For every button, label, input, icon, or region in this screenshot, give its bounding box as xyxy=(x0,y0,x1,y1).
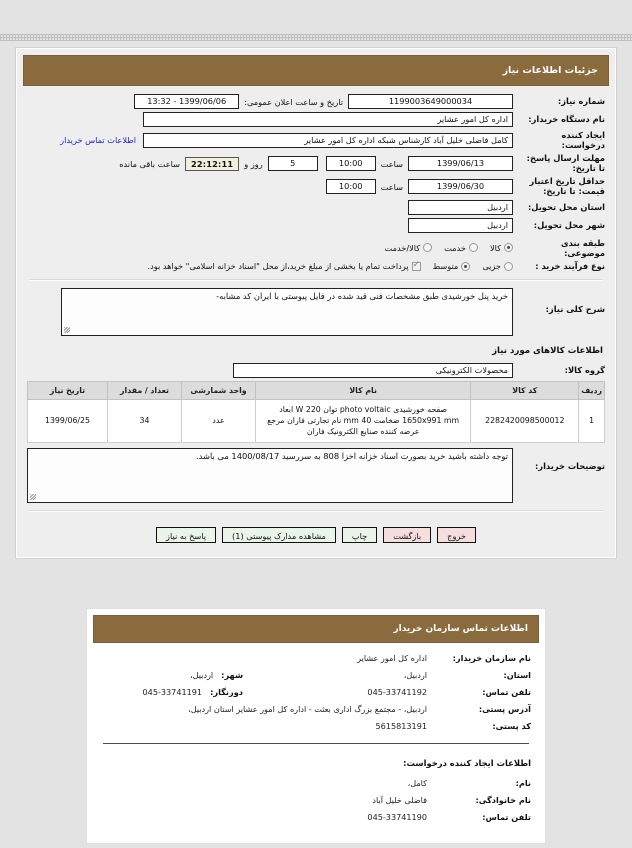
contact-row-phone-fax xyxy=(101,687,531,697)
radio-category-kala-khedmat[interactable] xyxy=(385,243,433,253)
buyer-contact-link[interactable]: اطلاعات تماس خریدار xyxy=(60,135,136,146)
description-label: شرح کلی نیاز: xyxy=(545,303,605,314)
radio-category-khedmat[interactable] xyxy=(444,243,478,253)
description-textarea[interactable]: خرید پنل خورشیدی طبق مشخصات فنی قید شده در فایل پیوستی با ایران کد مشابه- xyxy=(61,288,513,336)
cell-unit: عدد xyxy=(182,399,256,442)
process-label: نوع فرآیند خرید : xyxy=(535,261,605,272)
buyer-org-field[interactable]: اداره کل امور عشایر xyxy=(143,112,513,127)
goods-table xyxy=(27,381,605,443)
province-field[interactable]: اردبیل xyxy=(408,200,513,215)
announce-label: تاریخ و ساعت اعلان عمومی: xyxy=(244,96,343,107)
announce-date-field[interactable]: 1399/06/06 - 13:32 xyxy=(134,94,239,109)
validity-hour-label: ساعت xyxy=(380,181,403,192)
contact-row-province-city xyxy=(101,670,531,680)
radio-label: کالا/خدمت xyxy=(384,242,421,253)
creator-row-last-name xyxy=(101,795,531,805)
row-deadline xyxy=(27,154,605,174)
print-button[interactable]: چاپ xyxy=(342,527,377,543)
validity-time-field[interactable]: 10:00 xyxy=(326,179,376,194)
contact-province-label: استان: xyxy=(503,670,531,680)
checkbox-icon-checked xyxy=(412,262,421,271)
deadline-date-field[interactable]: 1399/06/13 xyxy=(408,156,513,171)
radio-icon-selected xyxy=(504,243,513,252)
contact-fax-label: دورنگار: xyxy=(210,687,243,697)
row-province xyxy=(27,200,605,215)
contact-body xyxy=(93,643,539,837)
radio-icon-selected xyxy=(461,262,470,271)
row-city xyxy=(27,218,605,233)
notes-label: توضیحات خریدار: xyxy=(534,460,605,471)
col-date: تاریخ نیاز xyxy=(28,381,108,399)
creator-label: ایجاد کننده درخواست: xyxy=(561,130,605,151)
days-suffix-label: روز و xyxy=(244,158,263,169)
radio-icon xyxy=(423,243,432,252)
last-name-value: فاضلی خلیل آباد xyxy=(372,795,427,805)
row-buyer-notes xyxy=(27,448,605,503)
need-details-panel xyxy=(16,48,616,558)
row-category xyxy=(27,238,605,259)
contact-panel-title: اطلاعات تماس سازمان خریدار xyxy=(93,615,539,643)
group-label: گروه کالا: xyxy=(564,364,605,375)
deadline-time-field[interactable]: 10:00 xyxy=(326,156,376,171)
table-row xyxy=(28,399,605,442)
cell-code: 2282420098500012 xyxy=(471,399,579,442)
first-name-label: نام: xyxy=(515,778,531,788)
col-quantity: تعداد / مقدار xyxy=(108,381,182,399)
radio-icon xyxy=(504,262,513,271)
org-label: نام سازمان خریدار: xyxy=(452,653,531,663)
col-code: کد کالا xyxy=(471,381,579,399)
creator-phone-value: 045-33741190 xyxy=(367,812,427,822)
radio-label: جزیی xyxy=(482,261,501,272)
goods-section-title: اطلاعات کالاهای مورد نیاز xyxy=(492,345,603,356)
creator-phone-label: تلفن تماس: xyxy=(482,812,531,822)
radio-label: خدمت xyxy=(444,242,466,253)
validity-date-field[interactable]: 1399/06/30 xyxy=(408,179,513,194)
row-need-number xyxy=(27,94,605,109)
contact-city-label: شهر: xyxy=(221,670,243,680)
respond-to-need-button[interactable]: پاسخ به نیاز xyxy=(156,527,216,543)
dotted-separator xyxy=(0,34,632,41)
checkbox-treasury-bonds[interactable] xyxy=(147,261,420,271)
creator-row-first-name xyxy=(101,778,531,788)
radio-label: متوسط xyxy=(432,261,459,272)
countdown-timer: 22:12:11 xyxy=(185,157,239,171)
contact-phone-value: 045-33741192 xyxy=(367,687,427,697)
table-header-row xyxy=(28,381,605,399)
back-button[interactable]: بازگشت xyxy=(383,527,431,543)
checkbox-label: پرداخت تمام یا بخشی از مبلغ خرید،از محل "اسناد خزانه اسلامی" خواهد بود. xyxy=(147,261,409,272)
city-label: شهر محل تحویل: xyxy=(533,219,605,230)
city-field[interactable]: اردبیل xyxy=(408,218,513,233)
divider-2 xyxy=(29,510,603,512)
cell-quantity: 34 xyxy=(108,399,182,442)
radio-process-motevaset[interactable] xyxy=(433,261,471,271)
need-form xyxy=(23,86,609,551)
row-process-type xyxy=(27,261,605,271)
creator-field[interactable]: کامل فاضلی خلیل آباد کارشناس شبکه اداره کل امور عشایر xyxy=(143,133,513,148)
contact-row-postal xyxy=(101,721,531,731)
row-price-validity xyxy=(27,177,605,197)
notes-textarea[interactable]: توجه داشته باشید خرید بصورت اسناد خزانه اخزا 808 به سررسید 1400/08/17 می باشد. xyxy=(27,448,513,503)
postal-label: کد پستی: xyxy=(492,721,531,731)
creator-row-phone xyxy=(101,812,531,822)
row-description xyxy=(27,288,605,336)
category-label: طبقه بندی موضوعی: xyxy=(561,237,605,258)
buyer-contact-panel xyxy=(86,608,546,844)
exit-button[interactable]: خروج xyxy=(437,527,476,543)
buyer-org-label: نام دستگاه خریدار: xyxy=(528,114,605,125)
remaining-days-field: 5 xyxy=(268,156,318,171)
radio-process-jozei[interactable] xyxy=(482,261,513,271)
row-goods-group xyxy=(27,363,605,378)
need-number-label: شماره نیاز: xyxy=(557,96,605,107)
creator-section-title: اطلاعات ایجاد کننده درخواست: xyxy=(403,758,531,768)
row-creator xyxy=(27,130,605,151)
cell-index: 1 xyxy=(579,399,605,442)
radio-label: کالا xyxy=(489,242,501,253)
last-name-label: نام خانوادگی: xyxy=(475,795,531,805)
province-label: استان محل تحویل: xyxy=(527,201,605,212)
cell-name: صفحه خورشیدی photo voltaic توان 220 W ابعاد 1650x991 mm ضخامت 40 mm نام تجارتی فاران مرجع عرضه کننده صنایع الکترونیک فاران xyxy=(256,399,471,442)
col-name: نام کالا xyxy=(256,381,471,399)
need-number-field[interactable]: 1199003649000034 xyxy=(348,94,513,109)
org-value: اداره کل امور عشایر xyxy=(357,653,427,663)
contact-row-address xyxy=(101,704,531,714)
radio-category-kala[interactable] xyxy=(490,243,513,253)
row-buyer-org xyxy=(27,112,605,127)
contact-province-value: اردبیل، xyxy=(403,670,427,680)
contact-phone-label: تلفن تماس: xyxy=(482,687,531,697)
contact-fax-value: 045-33741191 xyxy=(142,687,203,697)
cell-date: 1399/06/25 xyxy=(28,399,108,442)
view-attachments-button[interactable]: مشاهده مدارک پیوستی (1) xyxy=(222,527,336,543)
contact-city-value: اردبیل، xyxy=(189,670,214,680)
deadline-label: مهلت ارسال پاسخ: تا تاریخ: xyxy=(526,152,605,173)
first-name-value: کامل، xyxy=(407,778,427,788)
deadline-hour-label: ساعت xyxy=(380,158,403,169)
validity-label: حداقل تاریخ اعتبار قیمت: تا تاریخ: xyxy=(529,175,605,196)
panel-title: جزئیات اطلاعات نیاز xyxy=(23,55,609,86)
radio-icon xyxy=(469,243,478,252)
col-unit: واحد شمارشی xyxy=(182,381,256,399)
divider-1 xyxy=(29,279,603,281)
action-buttons xyxy=(27,519,605,547)
address-value: اردبیل، - مجتمع بزرگ اداری بعثت - اداره کل امور عشایر استان اردبیل، xyxy=(188,704,427,714)
postal-value: 5615813191 xyxy=(375,721,427,731)
address-label: آدرس پستی: xyxy=(478,704,531,714)
col-index: ردیف xyxy=(579,381,605,399)
contact-row-org xyxy=(101,653,531,663)
contact-divider xyxy=(103,743,529,744)
group-field[interactable]: محصولات الکترونیکی xyxy=(233,363,513,378)
countdown-suffix-label: ساعت باقی مانده xyxy=(119,158,180,169)
